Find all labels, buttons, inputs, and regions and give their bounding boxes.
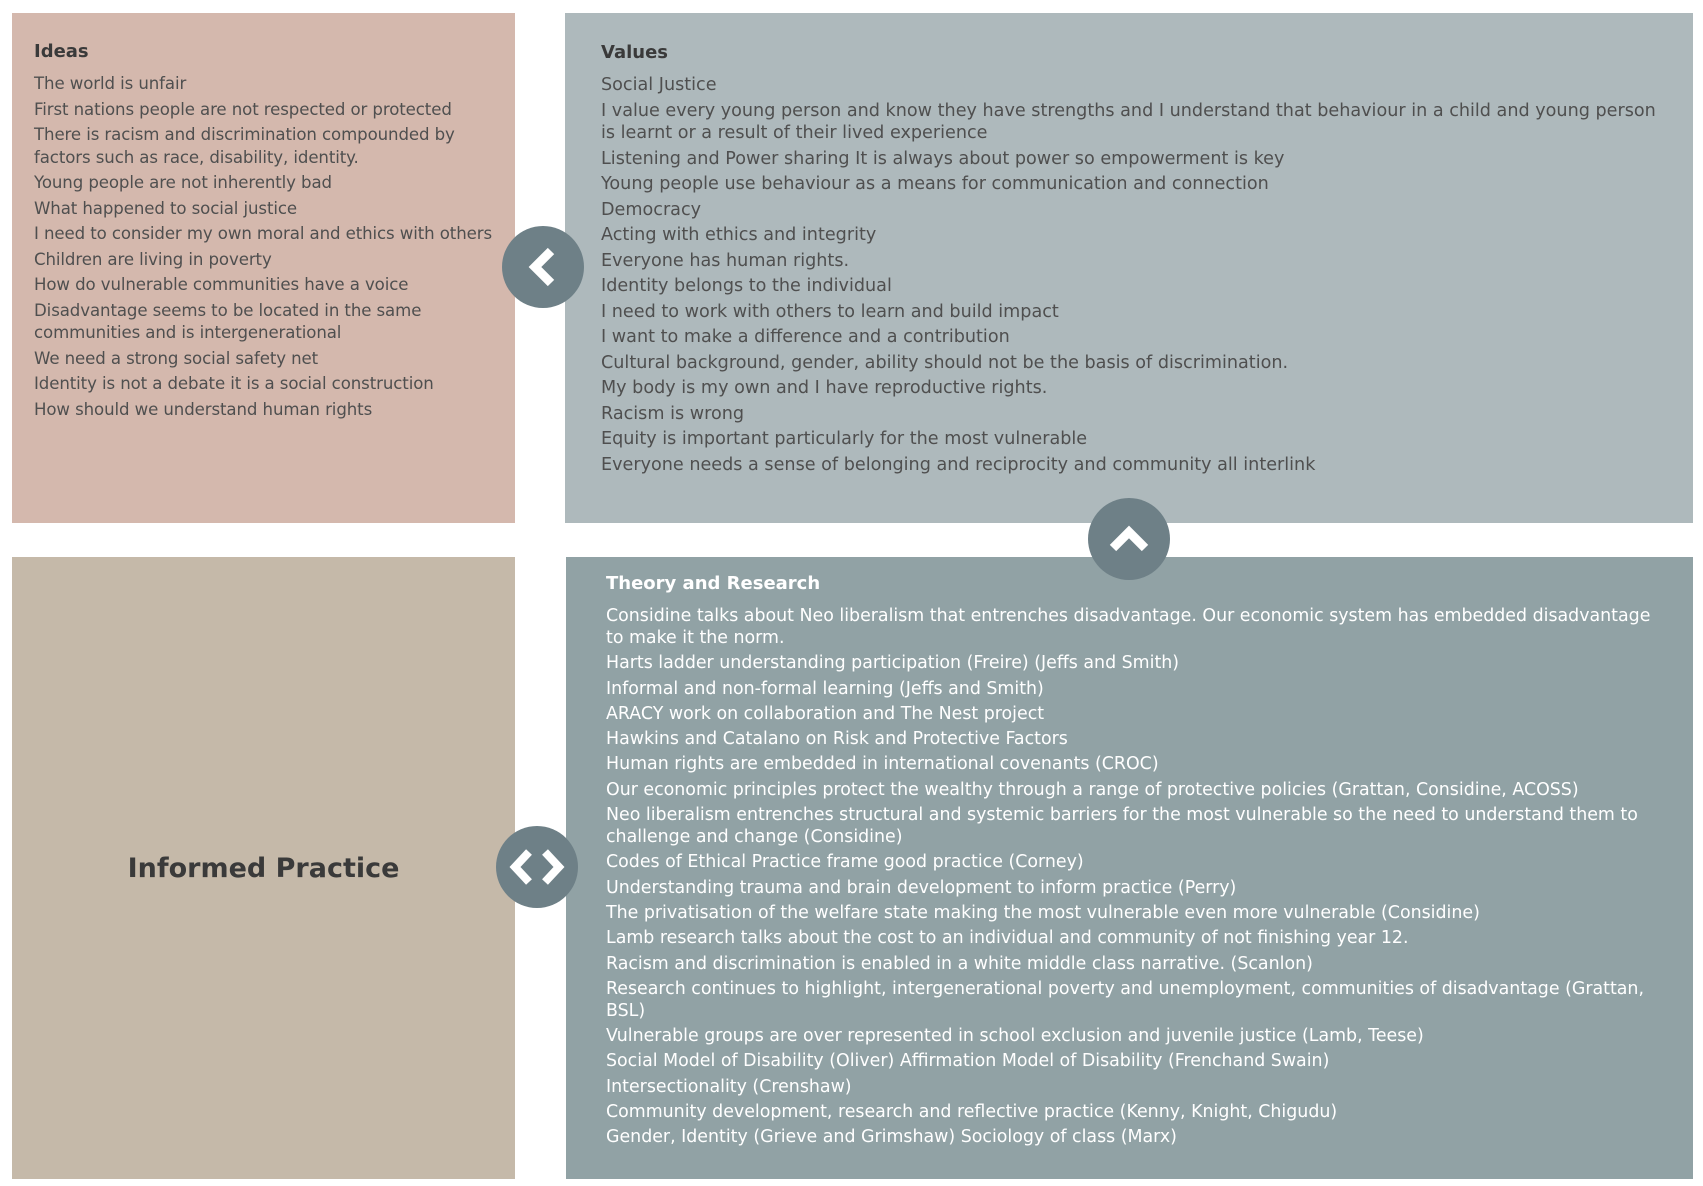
ideas-list-item: How do vulnerable communities have a voice [34, 275, 409, 294]
ideas-list-item: We need a strong social safety net [34, 348, 319, 368]
theory-list [606, 605, 1653, 1148]
values-list-item: Acting with ethics and integrity [601, 225, 877, 245]
values-list-item: Young people use behaviour as a means for communication and connection [601, 174, 1269, 194]
theory-list-item: Neo liberalism entrenches structural and systemic barriers for the most vulnerable so the need to understand them to challenge and change (Considine) [606, 805, 1638, 848]
ideas-list-item: What happened to social justice [34, 198, 298, 218]
ideas-list-item: Children are living in poverty [34, 249, 272, 269]
chevron-left-icon [525, 247, 561, 287]
values-list-item: Democracy [601, 199, 702, 220]
values-heading: Values [601, 42, 668, 63]
connector-chevron-up [1088, 498, 1170, 580]
theory-list-item: Gender, Identity (Grieve and Grimshaw) Sociology of class (Marx) [606, 1127, 1177, 1148]
values-list-item: Racism is wrong [601, 403, 745, 424]
values-list-item: I value every young person and know they have strengths and I understand that behaviour in a child and young person is learnt or a result of their lived experience [601, 100, 1656, 143]
theory-list-item: Understanding trauma and brain development to inform practice (Perry) [606, 877, 1237, 898]
theory-research-panel [566, 557, 1693, 1179]
chevron-up-icon [1109, 524, 1149, 554]
values-list-item: Social Justice [601, 75, 717, 95]
theory-list-item: Considine talks about Neo liberalism that entrenches disadvantage. Our economic system has embedded disadvantage to make it the norm. [606, 606, 1651, 648]
theory-list-item: The privatisation of the welfare state making the most vulnerable even more vulnerable (Considine) [606, 902, 1480, 923]
theory-list-item: Community development, research and reflective practice (Kenny, Knight, Chigudu) [606, 1102, 1338, 1123]
ideas-list-item: Young people are not inherently bad [34, 173, 332, 192]
theory-list-item: Codes of Ethical Practice frame good practice (Corney) [606, 852, 1084, 873]
theory-list-item: Research continues to highlight, intergenerational poverty and unemployment, communities of disadvantage (Grattan, BSL) [606, 978, 1644, 1021]
theory-list-item: Harts ladder understanding participation (Freire) (Jeffs and Smith) [606, 653, 1180, 674]
theory-list-item: Our economic principles protect the wealthy through a range of protective policies (Grattan, Considine, ACOSS) [606, 779, 1579, 800]
ideas-list-item: I need to consider my own moral and ethics with others [34, 224, 493, 243]
ideas-list-item: First nations people are not respected or protected [34, 99, 452, 119]
values-panel [565, 13, 1693, 523]
values-list-item: Identity belongs to the individual [601, 276, 892, 296]
ideas-list-item: There is racism and discrimination compounded by factors such as race, disability, identity. [34, 125, 455, 167]
ideas-list-item: The world is unfair [34, 74, 187, 93]
ideas-list-item: Disadvantage seems to be located in the same communities and is intergenerational [34, 300, 422, 342]
ideas-list [34, 73, 493, 421]
connector-chevron-left-right [496, 826, 578, 908]
theory-list-item: Lamb research talks about the cost to an individual and community of not finishing year 12. [606, 928, 1409, 949]
values-list-item: Cultural background, gender, ability should not be the basis of discrimination. [601, 352, 1289, 373]
ideas-list-item: Identity is not a debate it is a social construction [34, 374, 434, 393]
theory-list-item: Social Model of Disability (Oliver) Affirmation Model of Disability (Frenchand Swain) [606, 1051, 1330, 1072]
informed-practice-panel [12, 557, 515, 1179]
theory-list-item: Vulnerable groups are over represented in school exclusion and juvenile justice (Lamb, Teese) [606, 1026, 1424, 1047]
theory-heading: Theory and Research [606, 573, 821, 594]
theory-list-item: Intersectionality (Crenshaw) [606, 1076, 852, 1097]
values-list-item: My body is my own and I have reproductive rights. [601, 378, 1048, 398]
ideas-panel [12, 13, 515, 523]
ideas-heading: Ideas [34, 41, 89, 62]
values-list-item: Everyone has human rights. [601, 250, 850, 271]
chevron-left-right-icon [505, 847, 569, 887]
values-list-item: I need to work with others to learn and build impact [601, 301, 1059, 322]
theory-list-item: Human rights are embedded in international covenants (CROC) [606, 754, 1159, 775]
theory-list-item: ARACY work on collaboration and The Nest project [606, 703, 1045, 724]
values-list-item: I want to make a difference and a contribution [601, 327, 1010, 347]
values-list [601, 74, 1657, 476]
connector-chevron-left [502, 226, 584, 308]
theory-list-item: Hawkins and Catalano on Risk and Protective Factors [606, 729, 1068, 750]
theory-list-item: Informal and non-formal learning (Jeffs and Smith) [606, 678, 1044, 699]
ideas-list-item: How should we understand human rights [34, 399, 373, 419]
values-list-item: Everyone needs a sense of belonging and reciprocity and community all interlink [601, 454, 1316, 475]
values-list-item: Listening and Power sharing It is always about power so empowerment is key [601, 148, 1285, 169]
values-list-item: Equity is important particularly for the most vulnerable [601, 429, 1088, 449]
informed-practice-title: Informed Practice [127, 852, 400, 884]
theory-list-item: Racism and discrimination is enabled in a white middle class narrative. (Scanlon) [606, 953, 1313, 974]
